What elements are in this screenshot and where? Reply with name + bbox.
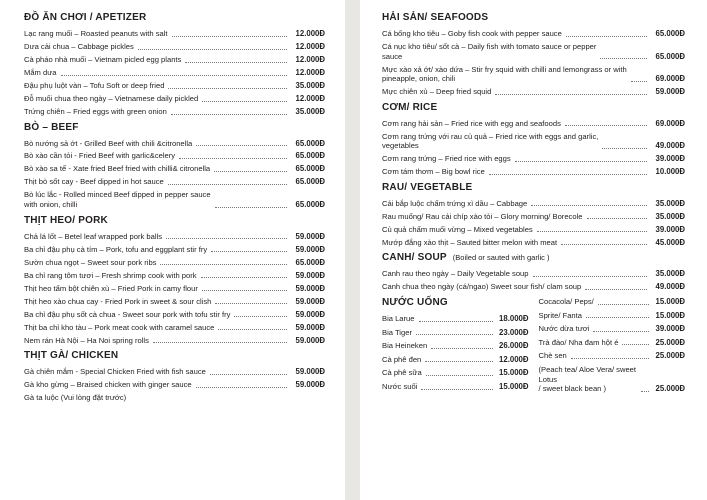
menu-item <box>24 297 325 307</box>
item-name-line: Cải bắp luộc chấm trứng xì dầu – Cabbage <box>382 198 528 208</box>
dot-leader <box>600 58 647 59</box>
dot-leader <box>234 316 287 317</box>
item-price: 39.000Đ <box>655 154 685 164</box>
dot-leader <box>641 391 649 392</box>
menu-page-left <box>0 0 345 500</box>
item-name-line: Cà phê đen <box>382 354 422 364</box>
item-price: 25.000Đ <box>655 384 685 394</box>
menu-item <box>382 341 529 351</box>
menu-item <box>24 336 325 346</box>
item-name <box>382 199 527 209</box>
menu-item <box>382 212 685 222</box>
item-name-line: Cơm tám thơm – Big bowl rice <box>382 167 485 177</box>
dot-leader <box>602 148 647 149</box>
dot-leader <box>587 218 648 219</box>
dot-leader <box>426 375 493 376</box>
dot-leader <box>166 238 287 239</box>
item-price: 59.000Đ <box>295 367 325 377</box>
item-name-line: Mực xào xả ớt/ xào dứa – Stir fry squid with chilli and lemongrass or with <box>382 64 627 74</box>
dot-leader <box>171 114 287 115</box>
item-price: 59.000Đ <box>295 244 325 254</box>
dot-leader <box>185 62 287 63</box>
item-price: 59.000Đ <box>295 283 325 293</box>
dot-leader <box>537 231 647 232</box>
section-title <box>24 215 325 226</box>
dot-leader <box>416 334 493 335</box>
item-name <box>382 314 415 324</box>
item-name <box>382 167 485 177</box>
item-name <box>539 351 567 361</box>
item-name-line: Mướp đắng xào thịt – Sauted bitter melon with meat <box>382 237 558 247</box>
item-name <box>382 382 417 392</box>
item-name <box>24 94 198 104</box>
menu-page-right <box>360 0 707 500</box>
section-title-text: ĐỒ ĂN CHƠI / APETIZER <box>24 12 147 23</box>
menu-item <box>539 297 686 307</box>
item-price: 65.000Đ <box>295 138 325 148</box>
item-price: 69.000Đ <box>655 74 685 84</box>
menu-item <box>24 271 325 281</box>
menu-item <box>24 310 325 320</box>
item-name-line-2: vegetables <box>382 141 419 151</box>
item-name-line-2: with onion, chilli <box>24 200 78 210</box>
item-name-line: Cơm rang trứng với rau củ quả – Fried rice with eggs and garlic, <box>382 131 599 141</box>
menu-section-thit-ga-chicken <box>24 350 325 403</box>
item-name-line: Bò xào cần tỏi - Fried Beef with garlic&celery <box>24 151 176 161</box>
dot-leader <box>168 184 287 185</box>
item-name <box>382 282 581 292</box>
item-name <box>24 336 149 346</box>
menu-item <box>24 94 325 104</box>
item-name <box>382 65 627 84</box>
item-price: 59.000Đ <box>295 380 325 390</box>
item-name-line: Đậu phụ luột vàn – Tofu Soft or deep fried <box>24 80 165 90</box>
item-name-line: Dưa cải chua – Cabbage pickles <box>24 41 134 51</box>
item-name <box>24 177 164 187</box>
item-price: 12.000Đ <box>499 354 529 364</box>
dot-leader <box>495 94 647 95</box>
item-price: 15.000Đ <box>655 297 685 306</box>
item-name-line: Nước suối <box>382 381 418 391</box>
item-name-line: Ba chỉ đậu phụ sốt cà chua - Sweet sour pork with tofu stir fry <box>24 309 231 319</box>
section-title <box>24 122 325 133</box>
menu-item <box>24 393 325 403</box>
item-name-line: Nem rán Hà Nội – Ha Noi spring rolls <box>24 335 149 345</box>
item-name <box>24 107 167 117</box>
section-title-text: THỊT HEO/ PORK <box>24 214 108 226</box>
menu-item <box>382 167 685 177</box>
menu-item <box>382 382 529 392</box>
item-name <box>24 190 211 209</box>
item-price: 65.000Đ <box>295 257 325 267</box>
item-name <box>382 87 491 97</box>
item-name-line: Cơm rang trứng – Fried rice with eggs <box>382 154 511 164</box>
item-name-line: Cà pháo nhà muối – Vietnam picled egg plants <box>24 54 182 64</box>
dot-leader <box>211 251 287 252</box>
menu-item <box>382 154 685 164</box>
menu-item <box>382 355 529 365</box>
item-name <box>24 42 134 52</box>
item-price: 35.000Đ <box>655 211 685 221</box>
section-title <box>24 350 325 361</box>
item-name-line: Bia Tiger <box>382 327 412 337</box>
item-name-line: Cà phê sữa <box>382 368 422 378</box>
item-name-line: Mắm dưa <box>24 67 57 77</box>
item-name <box>539 297 594 307</box>
item-price: 10.000Đ <box>655 167 685 177</box>
item-price: 65.000Đ <box>295 200 325 210</box>
item-name <box>24 271 197 281</box>
item-name <box>24 232 162 242</box>
dot-leader <box>201 277 287 278</box>
dot-leader <box>515 161 647 162</box>
dot-leader <box>215 303 287 304</box>
item-price: 65.000Đ <box>295 151 325 161</box>
item-price: 18.000Đ <box>499 314 529 323</box>
dot-leader <box>179 158 287 159</box>
menu-item <box>382 199 685 209</box>
dot-leader <box>160 264 287 265</box>
menu-section-canh-soup <box>382 252 685 292</box>
item-price: 59.000Đ <box>295 270 325 280</box>
menu-item <box>382 119 685 129</box>
item-name <box>382 212 583 222</box>
section-title-text: RAU/ VEGETABLE <box>382 181 473 193</box>
menu-item <box>24 29 325 39</box>
section-title-text: CANH/ SOUP <box>382 252 447 264</box>
item-name-line: Bò xào sa tế - Xate fried Beef fried with chilli& citronella <box>24 164 211 174</box>
item-name <box>382 225 533 235</box>
item-name <box>24 284 198 294</box>
item-name-line: Thịt bò sốt cay - Beef dipped in hot sauce <box>24 177 164 187</box>
section-title-text: NƯỚC UỐNG <box>382 297 448 308</box>
item-name-line: Cocacola/ Peps/ <box>538 297 594 306</box>
drinks-column-1 <box>382 297 529 398</box>
section-title <box>382 297 529 308</box>
dot-leader <box>489 174 647 175</box>
dot-leader <box>566 36 647 37</box>
menu-item <box>539 365 686 394</box>
item-name-line: Chả lá lốt – Betel leaf wrapped pork balls <box>24 231 163 241</box>
item-name-line: Nước dừa tươi <box>538 324 590 334</box>
section-title-text: BÒ – BEEF <box>24 121 79 133</box>
dot-leader <box>531 205 647 206</box>
menu-item <box>24 81 325 91</box>
item-name-line: Gà ta luộc (Vui lòng đặt trước) <box>24 393 127 403</box>
dot-leader <box>215 207 287 208</box>
item-name-line: Cá bống kho tiêu – Goby fish cook with pepper sauce <box>382 29 562 38</box>
item-price: 49.000Đ <box>655 141 685 151</box>
item-price: 15.000Đ <box>655 310 685 320</box>
dot-leader <box>631 81 647 82</box>
item-price: 59.000Đ <box>295 322 325 332</box>
item-name-line: (Peach tea/ Aloe Vera/ sweet Lotus <box>538 364 637 384</box>
menu-item <box>382 65 685 84</box>
item-name <box>24 55 181 65</box>
item-name-line: Cơm rang hải sản – Fried rice with egg and seafoods <box>382 118 561 128</box>
dot-leader <box>419 321 493 322</box>
item-price: 49.000Đ <box>655 282 685 292</box>
dot-leader <box>172 36 287 37</box>
dot-leader <box>218 329 287 330</box>
dot-leader <box>431 348 492 349</box>
item-name <box>539 365 638 394</box>
dot-leader <box>622 344 649 345</box>
item-name-line: Gà kho gừng – Braised chicken with ginger sauce <box>24 380 192 390</box>
item-price: 65.000Đ <box>655 29 685 38</box>
dot-leader <box>425 361 492 362</box>
item-name <box>382 154 511 164</box>
item-name <box>24 164 210 174</box>
item-price: 25.000Đ <box>655 337 685 347</box>
menu-item <box>24 151 325 161</box>
item-price: 39.000Đ <box>655 324 685 334</box>
menu-item <box>24 258 325 268</box>
item-name <box>382 29 562 39</box>
menu-item <box>24 380 325 390</box>
item-name-line: Mực chiên xù – Deep fried squid <box>382 87 492 97</box>
item-name <box>24 68 57 78</box>
item-name-line: Chè sen <box>538 351 567 361</box>
dot-leader <box>138 49 287 50</box>
menu-item <box>382 238 685 248</box>
dot-leader <box>561 244 647 245</box>
menu-section-thit-heo-pork <box>24 215 325 345</box>
item-name-line-2: pineapple, onion, chili <box>382 74 456 84</box>
item-name <box>539 311 582 321</box>
item-name-line: Bia Larue <box>382 314 415 323</box>
menu-item <box>24 177 325 187</box>
menu-item <box>382 29 685 39</box>
item-price: 59.000Đ <box>295 296 325 306</box>
dot-leader <box>202 290 287 291</box>
menu-item <box>24 68 325 78</box>
menu-item <box>24 232 325 242</box>
item-price: 59.000Đ <box>295 309 325 319</box>
dot-leader <box>585 289 647 290</box>
dot-leader <box>571 358 649 359</box>
dot-leader <box>168 88 287 89</box>
item-price: 69.000Đ <box>655 118 685 128</box>
section-title-text: CƠM/ RICE <box>382 101 438 113</box>
item-price: 59.000Đ <box>295 231 325 241</box>
item-name <box>539 338 619 348</box>
section-note: (Boiled or sauted with garlic ) <box>452 253 550 263</box>
menu-item <box>24 55 325 65</box>
item-price: 35.000Đ <box>655 269 685 279</box>
section-title <box>382 12 685 23</box>
menu-item <box>24 323 325 333</box>
item-name <box>382 341 427 351</box>
item-name-line: Canh chua theo ngày (cá/ngao) Sweet sour fish/ clam soup <box>382 282 582 292</box>
item-name <box>382 42 596 61</box>
item-name-line: Lạc rang muối – Roasted peanuts with salt <box>24 29 168 38</box>
menu-item <box>539 351 686 361</box>
item-name <box>24 29 168 39</box>
item-name <box>24 393 126 403</box>
item-price: 23.000Đ <box>499 327 529 337</box>
item-name <box>382 368 422 378</box>
menu-item <box>382 132 685 151</box>
item-name-line: Canh rau theo ngày – Daily Vegetable soup <box>382 269 529 279</box>
item-name <box>24 151 175 161</box>
menu-item <box>382 225 685 235</box>
menu-item <box>24 284 325 294</box>
menu-item <box>539 311 686 321</box>
dot-leader <box>586 317 649 318</box>
item-name <box>382 269 529 279</box>
menu-section-bo-beef <box>24 122 325 210</box>
menu-section-drinks <box>382 297 685 398</box>
dot-leader <box>533 276 648 277</box>
item-price: 65.000Đ <box>295 164 325 174</box>
section-title <box>382 102 685 113</box>
menu-item <box>382 314 529 324</box>
item-name <box>24 380 192 390</box>
item-name <box>382 119 561 129</box>
dot-leader <box>598 304 649 305</box>
section-title <box>382 182 685 193</box>
item-price: 45.000Đ <box>655 237 685 247</box>
item-name-line: Bò nướng sả ớt - Grilled Beef with chili &citronella <box>24 138 193 148</box>
item-price: 59.000Đ <box>295 335 325 345</box>
item-name-line: Gà chiên mắm - Special Chicken Fried with fish sauce <box>24 367 206 377</box>
menu-section-do-an-choi-apetizer <box>24 12 325 117</box>
item-name-line: Bia Heineken <box>382 341 428 351</box>
item-name <box>24 139 192 149</box>
menu-section-hai-san-seafoods <box>382 12 685 97</box>
item-price: 12.000Đ <box>295 93 325 103</box>
item-name-line-2: / sweet black bean ) <box>538 384 607 394</box>
item-name-line: Ba chỉ đậu phụ cà tím – Pork, tofu and eggplant stir fry <box>24 244 208 254</box>
item-name-line: Thịt ba chỉ kho tàu – Pork meat cook with caramel sauce <box>24 322 215 332</box>
item-price: 15.000Đ <box>499 381 529 391</box>
dot-leader <box>593 331 649 332</box>
section-title <box>382 252 685 263</box>
menu-item <box>539 338 686 348</box>
section-title <box>24 12 325 23</box>
item-name <box>382 355 421 365</box>
dot-leader <box>196 145 287 146</box>
item-name <box>24 245 207 255</box>
dot-leader <box>214 171 287 172</box>
item-name-line-2: sauce <box>382 51 403 61</box>
menu-item <box>24 367 325 377</box>
item-name <box>24 323 214 333</box>
menu-item <box>24 190 325 209</box>
item-name-line: Sườn chua ngọt – Sweet sour pork ribs <box>24 257 157 267</box>
section-title-text: THỊT GÀ/ CHICKEN <box>24 350 119 362</box>
item-name <box>24 367 206 377</box>
item-name <box>24 258 156 268</box>
item-price: 35.000Đ <box>655 198 685 208</box>
menu-item <box>382 42 685 61</box>
menu-item <box>382 368 529 378</box>
dot-leader <box>210 374 287 375</box>
item-price: 35.000Đ <box>295 106 325 116</box>
dot-leader <box>153 342 287 343</box>
menu-item <box>382 87 685 97</box>
menu-item <box>24 107 325 117</box>
item-name-line: Củ quả chấm muối vừng – Mixed vegetables <box>382 224 533 234</box>
item-price: 12.000Đ <box>295 29 325 38</box>
section-title-text: HẢI SẢN/ SEAFOODS <box>382 12 489 23</box>
drinks-columns <box>382 297 685 398</box>
item-price: 25.000Đ <box>655 351 685 361</box>
item-price: 35.000Đ <box>295 80 325 90</box>
menu-item <box>539 324 686 334</box>
item-name-line: Trà đào/ Nha đam hột é <box>538 337 619 347</box>
item-price: 39.000Đ <box>655 224 685 234</box>
item-name-line: Sprite/ Fanta <box>538 310 582 320</box>
item-name-line: Thịt heo tẩm bột chiên xù – Fried Pork in camy flour <box>24 283 198 293</box>
menu-item <box>24 164 325 174</box>
item-price: 12.000Đ <box>295 41 325 51</box>
item-name-line: Đỗ muối chua theo ngày – Vietnamese daily pickled <box>24 93 199 103</box>
menu-item <box>382 282 685 292</box>
item-name-line: Trứng chiên – Fried eggs with green onion <box>24 106 167 116</box>
item-name-line: Bò lúc lắc - Rolled minced Beef dipped in pepper sauce <box>24 190 211 200</box>
item-name <box>382 328 412 338</box>
item-name <box>539 324 590 334</box>
item-price: 26.000Đ <box>499 341 529 351</box>
item-price: 59.000Đ <box>655 87 685 97</box>
item-name <box>24 81 164 91</box>
item-price: 12.000Đ <box>295 54 325 64</box>
dot-leader <box>202 101 287 102</box>
item-price: 12.000Đ <box>295 67 325 77</box>
menu-item <box>24 139 325 149</box>
item-name-line: Ba chỉ rang tôm tươi – Fresh shrimp cook with pork <box>24 270 197 280</box>
dot-leader <box>421 389 492 390</box>
dot-leader <box>61 75 287 76</box>
menu-section-com-rice <box>382 102 685 177</box>
dot-leader <box>565 125 647 126</box>
item-name <box>382 132 598 151</box>
item-name-line: Thịt heo xào chua cay - Fried Pork in sweet & sour clish <box>24 296 212 306</box>
item-name <box>24 310 230 320</box>
drinks-column-2 <box>539 297 686 398</box>
item-price: 65.000Đ <box>295 177 325 187</box>
item-price: 15.000Đ <box>499 368 529 378</box>
menu-item <box>24 42 325 52</box>
menu-item <box>24 245 325 255</box>
menu-section-rau-vegetable <box>382 182 685 248</box>
item-name <box>24 297 211 307</box>
item-name-line: Rau muống/ Rau cải chíp xào tỏi – Glory morning/ Borecole <box>382 211 583 221</box>
menu-item <box>382 328 529 338</box>
dot-leader <box>196 387 287 388</box>
item-name <box>382 238 557 248</box>
item-price: 65.000Đ <box>655 51 685 61</box>
item-name-line: Cá nục kho tiêu/ sốt cà – Daily fish with tomato sauce or pepper <box>382 41 597 51</box>
menu-item <box>382 269 685 279</box>
